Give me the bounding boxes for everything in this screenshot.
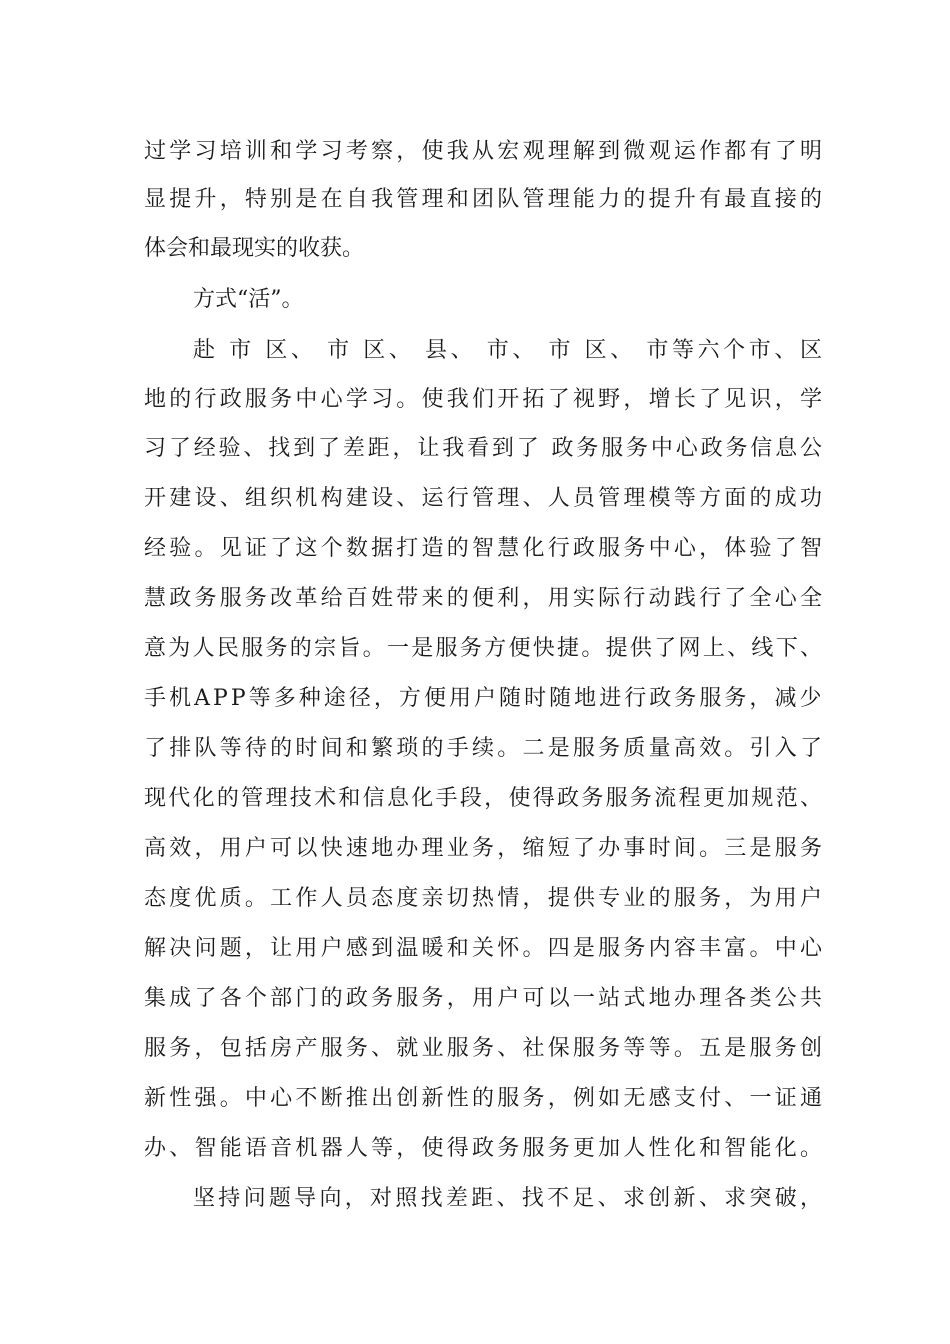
text-line-1: 过学习培训和学习考察，使我从宏观理解到微观运作都有了明 [144,139,826,164]
text-line-3: 体会和最现实的收获。 [144,236,365,261]
text-line-8: 开建设、组织机构建设、运行管理、人员管理模等方面的成功 [144,486,826,511]
text-line-17: 解决问题，让用户感到温暖和关怀。四是服务内容丰富。中心 [144,936,826,961]
text-line-6: 地的行政服务中心学习。使我们开拓了视野，增长了见识，学 [144,387,826,412]
text-line-20: 新性强。中心不断推出创新性的服务，例如无感支付、一证通 [144,1086,826,1111]
text-line-15: 高效，用户可以快速地办理业务，缩短了办事时间。三是服务 [144,836,826,861]
text-line-13: 了排队等待的时间和繁琐的手续。二是服务质量高效。引入了 [144,736,826,761]
text-line-10: 慧政务服务改革给百姓带来的便利，用实际行动践行了全心全 [144,586,826,611]
text-line-12: 手机APP等多种途径，方便用户随时随地进行政务服务，减少 [144,686,825,711]
text-line-16: 态度优质。工作人员态度亲切热情，提供专业的服务，为用户 [144,886,826,911]
text-line-14: 现代化的管理技术和信息化手段，使得政务服务流程更加规范、 [144,786,825,811]
text-line-5: 赴 市 区、 市 区、 县、 市、 市 区、 市等六个市、区 [193,338,826,363]
section-heading: 方式“活”。 [193,287,304,312]
text-line-21: 办、智能语音机器人等，使得政务服务更加人性化和智能化。 [144,1136,826,1161]
text-line-22: 坚持问题导向，对照找差距、找不足、求创新、求突破， [193,1186,826,1211]
text-line-18: 集成了各个部门的政务服务，用户可以一站式地办理各类公共 [144,986,826,1011]
text-line-11: 意为人民服务的宗旨。一是服务方便快捷。提供了网上、线下、 [144,636,825,661]
text-line-9: 经验。见证了这个数据打造的智慧化行政服务中心，体验了智 [144,536,826,561]
text-line-2: 显提升，特别是在自我管理和团队管理能力的提升有最直接的 [144,187,826,212]
text-line-7: 习了经验、找到了差距，让我看到了 政务服务中心政务信息公 [144,436,825,461]
text-line-19: 服务，包括房产服务、就业服务、社保服务等等。五是服务创 [144,1036,826,1061]
